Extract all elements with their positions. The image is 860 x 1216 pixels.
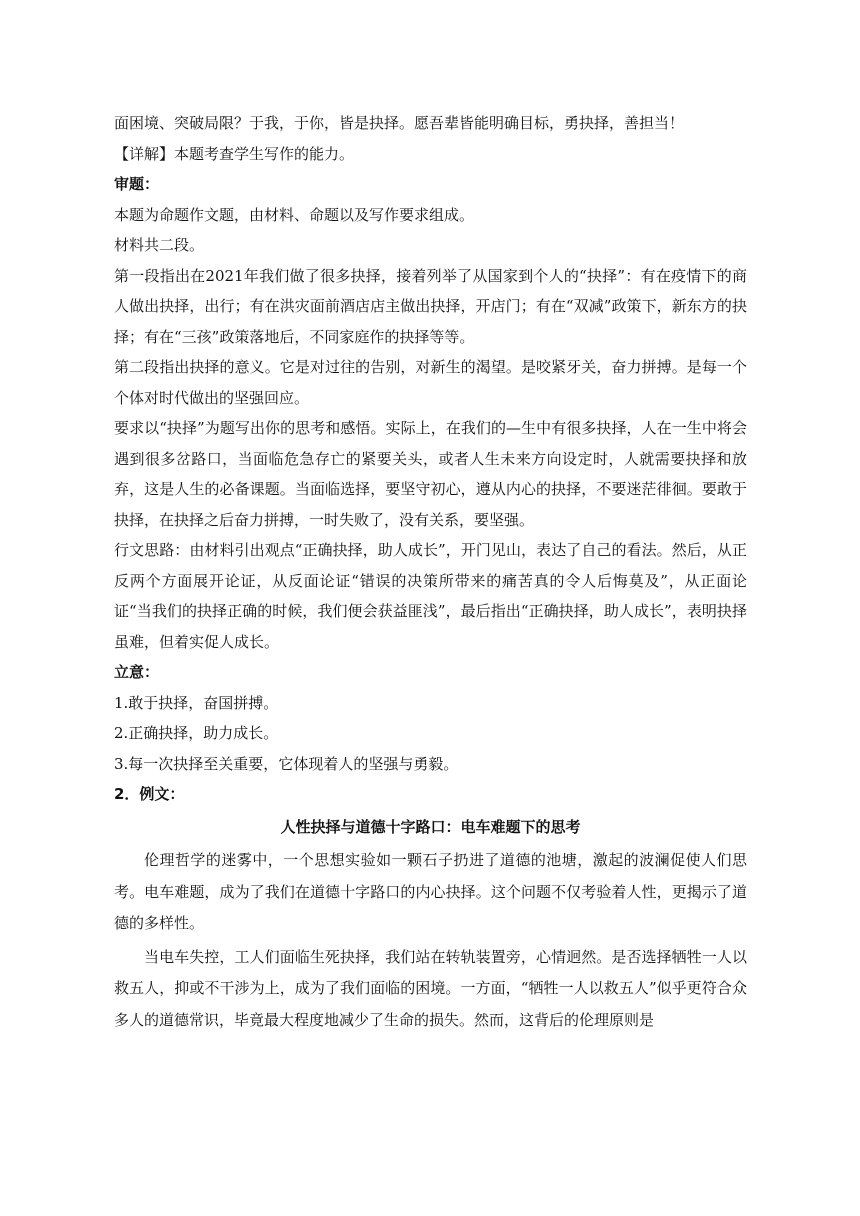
review-paragraph-1: 本题为命题作文题，由材料、命题以及写作要求组成。 [114, 205, 475, 224]
review-heading: 审题： [114, 175, 160, 193]
detail-text: 本题考查学生写作的能力。 [174, 144, 355, 163]
idea-item-2: 2.正确抉择，助力成长。 [114, 724, 279, 742]
idea-heading: 立意： [114, 663, 160, 681]
review-paragraph-6: 行文思路：由材料引出观点“正确抉择，助人成长”，开门见山，表达了自己的看法。然后，从正反两个方面展开论证，从反面论证“错误的决策所带来的痛苦真的令人后悔莫及”，从正面论证“当我们的抉择正确的时候，我们便会获益匪浅”，最后指出“正确抉择，助人成长”，表明抉择虽难，但着实促人成长。 [114, 541, 747, 651]
essay-paragraph-1: 伦理哲学的迷雾中，一个思想实验如一颗石子扔进了道德的池塘，激起的波澜促使人们思考。电车难题，成为了我们在道德十字路口的内心抉择。这个问题不仅考验着人性，更揭示了道德的多样性。 [114, 851, 747, 932]
intro-line: 面困境、突破局限？于我，于你，皆是抉择。愿吾辈皆能明确目标，勇抉择，善担当！ [114, 114, 685, 132]
review-paragraph-2: 材料共二段。 [114, 236, 205, 254]
review-paragraph-5: 要求以“抉择”为题写出你的思考和感悟。实际上，在我们的—生中有很多抉择，人在一生中将会遇到很多岔路口，当面临危急存亡的紧要关头，或者人生未来方向设定时，人就需要抉择和放弃，这是人生的必备课题。当面临选择，要坚守初心，遵从内心的抉择，不要迷茫徘徊。要敢于抉择，在抉择之后奋力拼搏，一时失败了，没有关系，要坚强。 [114, 419, 747, 529]
idea-item-1: 1.敢于抉择，奋国拼搏。 [114, 693, 279, 712]
detail-label: 【详解】 [114, 144, 175, 163]
document-body [114, 108, 747, 1036]
detail-line [114, 139, 747, 170]
review-paragraph-4: 第二段指出抉择的意义。它是对过往的告别，对新生的渴望。是咬紧牙关，奋力拼搏。是每一个个体对时代做出的坚强回应。 [114, 358, 747, 407]
idea-item-3: 3.每一次抉择至关重要，它体现着人的坚强与勇毅。 [114, 754, 459, 773]
review-paragraph-3: 第一段指出在2021年我们做了很多抉择，接着列举了从国家到个人的“抉择”：有在疫情下的商人做出抉择，出行；有在洪灾面前酒店店主做出抉择，开店门；有在“双减”政策下，新东方的抉择；有在“三孩”政策落地后，不同家庭作的抉择等等。 [114, 266, 747, 346]
essay-title: 人性抉择与道德十字路口：电车难题下的思考 [280, 817, 581, 836]
essay-heading: 2．例文： [114, 785, 185, 803]
essay-paragraph-2: 当电车失控，工人们面临生死抉择，我们站在转轨装置旁，心情迥然。是否选择牺牲一人以救五人，抑或不干涉为上，成为了我们面临的困境。一方面，“牺牲一人以救五人”似乎更符合众多人的道德常识，毕竟最大程度地减少了生命的损失。然而，这背后的伦理原则是 [114, 947, 747, 1029]
